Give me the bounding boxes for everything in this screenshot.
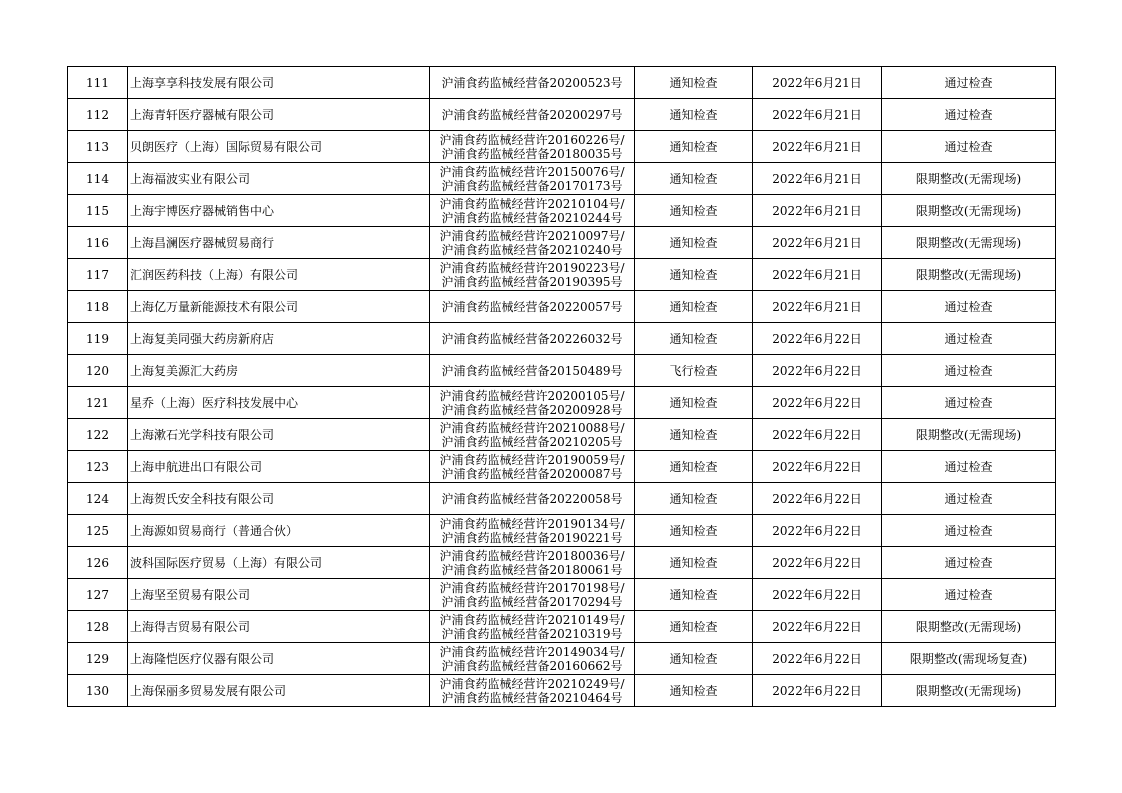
table-row <box>68 547 1056 579</box>
company-name-cell: 贝朗医疗（上海）国际贸易有限公司 <box>128 131 430 163</box>
license-number-line: 沪浦食药监械经营备20170294号 <box>441 594 623 609</box>
license-number-line: 沪浦食药监械经营许20160226号/ <box>439 132 625 147</box>
license-number-cell <box>430 643 635 675</box>
inspection-type-cell: 通知检查 <box>635 547 753 579</box>
table-row <box>68 163 1056 195</box>
license-number-cell <box>430 195 635 227</box>
company-name-cell: 波科国际医疗贸易（上海）有限公司 <box>128 547 430 579</box>
inspection-result-cell: 限期整改(无需现场) <box>882 163 1056 195</box>
inspection-type-cell: 通知检查 <box>635 579 753 611</box>
inspection-result-cell: 限期整改(无需现场) <box>882 227 1056 259</box>
inspection-result-cell: 限期整改(无需现场) <box>882 195 1056 227</box>
table-body <box>68 67 1056 707</box>
table-row <box>68 483 1056 515</box>
row-number-cell: 128 <box>68 611 128 643</box>
inspection-result-cell: 通过检查 <box>882 291 1056 323</box>
company-name-cell: 上海申航进出口有限公司 <box>128 451 430 483</box>
license-number-cell <box>430 579 635 611</box>
table-row <box>68 131 1056 163</box>
table-row <box>68 451 1056 483</box>
table-row <box>68 611 1056 643</box>
inspection-type-cell: 通知检查 <box>635 323 753 355</box>
row-number-cell: 113 <box>68 131 128 163</box>
inspection-results-table <box>67 66 1056 707</box>
company-name-cell: 上海福波实业有限公司 <box>128 163 430 195</box>
inspection-date-cell: 2022年6月22日 <box>753 387 882 419</box>
inspection-date-cell: 2022年6月22日 <box>753 643 882 675</box>
row-number-cell: 125 <box>68 515 128 547</box>
license-number-line: 沪浦食药监械经营备20180035号 <box>441 146 623 161</box>
inspection-result-cell: 限期整改(无需现场) <box>882 419 1056 451</box>
license-number-line: 沪浦食药监械经营备20160662号 <box>441 658 623 673</box>
license-number-line: 沪浦食药监械经营许20190223号/ <box>439 260 625 275</box>
row-number-cell: 111 <box>68 67 128 99</box>
inspection-date-cell: 2022年6月21日 <box>753 131 882 163</box>
license-number-line: 沪浦食药监械经营许20210149号/ <box>439 612 625 627</box>
inspection-date-cell: 2022年6月22日 <box>753 419 882 451</box>
inspection-type-cell: 通知检查 <box>635 483 753 515</box>
license-number-cell <box>430 67 635 99</box>
row-number-cell: 124 <box>68 483 128 515</box>
license-number-cell <box>430 355 635 387</box>
row-number-cell: 121 <box>68 387 128 419</box>
row-number-cell: 123 <box>68 451 128 483</box>
inspection-result-cell: 通过检查 <box>882 323 1056 355</box>
row-number-cell: 119 <box>68 323 128 355</box>
company-name-cell: 星乔（上海）医疗科技发展中心 <box>128 387 430 419</box>
license-number-cell <box>430 547 635 579</box>
inspection-date-cell: 2022年6月21日 <box>753 99 882 131</box>
inspection-type-cell: 通知检查 <box>635 451 753 483</box>
license-number-cell <box>430 291 635 323</box>
company-name-cell: 汇润医药科技（上海）有限公司 <box>128 259 430 291</box>
table-row <box>68 579 1056 611</box>
license-number-line: 沪浦食药监械经营备20226032号 <box>441 331 623 346</box>
license-number-cell <box>430 483 635 515</box>
inspection-result-cell: 通过检查 <box>882 515 1056 547</box>
license-number-line: 沪浦食药监械经营备20190221号 <box>441 530 623 545</box>
license-number-line: 沪浦食药监械经营许20180036号/ <box>439 548 625 563</box>
table-row <box>68 419 1056 451</box>
inspection-type-cell: 通知检查 <box>635 291 753 323</box>
license-number-line: 沪浦食药监械经营备20210464号 <box>441 690 623 705</box>
company-name-cell: 上海保丽多贸易发展有限公司 <box>128 675 430 707</box>
inspection-type-cell: 通知检查 <box>635 99 753 131</box>
table-row <box>68 259 1056 291</box>
row-number-cell: 117 <box>68 259 128 291</box>
inspection-type-cell: 通知检查 <box>635 131 753 163</box>
inspection-result-cell: 通过检查 <box>882 131 1056 163</box>
row-number-cell: 122 <box>68 419 128 451</box>
inspection-result-cell: 限期整改(无需现场) <box>882 259 1056 291</box>
inspection-date-cell: 2022年6月21日 <box>753 291 882 323</box>
inspection-date-cell: 2022年6月22日 <box>753 483 882 515</box>
table-row <box>68 643 1056 675</box>
company-name-cell: 上海享享科技发展有限公司 <box>128 67 430 99</box>
inspection-date-cell: 2022年6月22日 <box>753 675 882 707</box>
license-number-line: 沪浦食药监械经营许20210088号/ <box>439 420 625 435</box>
inspection-type-cell: 通知检查 <box>635 515 753 547</box>
company-name-cell: 上海复美源汇大药房 <box>128 355 430 387</box>
company-name-cell: 上海隆恺医疗仪器有限公司 <box>128 643 430 675</box>
inspection-type-cell: 通知检查 <box>635 195 753 227</box>
inspection-result-cell: 限期整改(需现场复查) <box>882 643 1056 675</box>
row-number-cell: 130 <box>68 675 128 707</box>
table-row <box>68 67 1056 99</box>
license-number-line: 沪浦食药监械经营备20210244号 <box>441 210 623 225</box>
inspection-date-cell: 2022年6月21日 <box>753 259 882 291</box>
row-number-cell: 118 <box>68 291 128 323</box>
company-name-cell: 上海坚至贸易有限公司 <box>128 579 430 611</box>
inspection-result-cell: 通过检查 <box>882 67 1056 99</box>
table-row <box>68 227 1056 259</box>
row-number-cell: 127 <box>68 579 128 611</box>
license-number-cell <box>430 611 635 643</box>
inspection-type-cell: 通知检查 <box>635 67 753 99</box>
inspection-result-cell: 通过检查 <box>882 451 1056 483</box>
row-number-cell: 126 <box>68 547 128 579</box>
license-number-cell <box>430 387 635 419</box>
license-number-line: 沪浦食药监械经营备20210205号 <box>441 434 623 449</box>
row-number-cell: 115 <box>68 195 128 227</box>
inspection-date-cell: 2022年6月22日 <box>753 579 882 611</box>
inspection-type-cell: 通知检查 <box>635 163 753 195</box>
license-number-cell <box>430 419 635 451</box>
inspection-date-cell: 2022年6月21日 <box>753 227 882 259</box>
license-number-line: 沪浦食药监械经营许20190059号/ <box>439 452 625 467</box>
table-row <box>68 195 1056 227</box>
inspection-date-cell: 2022年6月22日 <box>753 547 882 579</box>
license-number-line: 沪浦食药监械经营许20149034号/ <box>439 644 625 659</box>
inspection-type-cell: 通知检查 <box>635 675 753 707</box>
inspection-result-cell: 通过检查 <box>882 547 1056 579</box>
license-number-cell <box>430 259 635 291</box>
table-row <box>68 355 1056 387</box>
license-number-cell <box>430 131 635 163</box>
table-row <box>68 291 1056 323</box>
license-number-line: 沪浦食药监械经营备20150489号 <box>441 363 623 378</box>
company-name-cell: 上海贺氏安全科技有限公司 <box>128 483 430 515</box>
inspection-date-cell: 2022年6月22日 <box>753 323 882 355</box>
company-name-cell: 上海宇博医疗器械销售中心 <box>128 195 430 227</box>
license-number-line: 沪浦食药监械经营许20210104号/ <box>439 196 625 211</box>
inspection-date-cell: 2022年6月21日 <box>753 163 882 195</box>
license-number-line: 沪浦食药监械经营备20200523号 <box>441 75 623 90</box>
inspection-type-cell: 通知检查 <box>635 611 753 643</box>
license-number-line: 沪浦食药监械经营备20210240号 <box>441 242 623 257</box>
inspection-date-cell: 2022年6月22日 <box>753 611 882 643</box>
row-number-cell: 114 <box>68 163 128 195</box>
company-name-cell: 上海青轩医疗器械有限公司 <box>128 99 430 131</box>
license-number-cell <box>430 227 635 259</box>
license-number-line: 沪浦食药监械经营备20220058号 <box>441 491 623 506</box>
license-number-line: 沪浦食药监械经营许20200105号/ <box>439 388 625 403</box>
inspection-date-cell: 2022年6月21日 <box>753 67 882 99</box>
license-number-line: 沪浦食药监械经营备20220057号 <box>441 299 623 314</box>
inspection-type-cell: 通知检查 <box>635 643 753 675</box>
table-row <box>68 387 1056 419</box>
table-row <box>68 675 1056 707</box>
inspection-type-cell: 通知检查 <box>635 227 753 259</box>
license-number-cell <box>430 451 635 483</box>
license-number-cell <box>430 99 635 131</box>
company-name-cell: 上海昌澜医疗器械贸易商行 <box>128 227 430 259</box>
inspection-type-cell: 通知检查 <box>635 387 753 419</box>
license-number-line: 沪浦食药监械经营备20190395号 <box>441 274 623 289</box>
inspection-type-cell: 通知检查 <box>635 419 753 451</box>
company-name-cell: 上海复美同强大药房新府店 <box>128 323 430 355</box>
inspection-result-cell: 通过检查 <box>882 99 1056 131</box>
company-name-cell: 上海漱石光学科技有限公司 <box>128 419 430 451</box>
license-number-line: 沪浦食药监械经营许20190134号/ <box>439 516 625 531</box>
inspection-result-cell: 限期整改(无需现场) <box>882 675 1056 707</box>
license-number-line: 沪浦食药监械经营备20180061号 <box>441 562 623 577</box>
row-number-cell: 120 <box>68 355 128 387</box>
license-number-line: 沪浦食药监械经营备20200928号 <box>441 402 623 417</box>
inspection-result-cell: 通过检查 <box>882 579 1056 611</box>
table-row <box>68 515 1056 547</box>
license-number-line: 沪浦食药监械经营许20210097号/ <box>439 228 625 243</box>
license-number-line: 沪浦食药监械经营备20210319号 <box>441 626 623 641</box>
inspection-type-cell: 通知检查 <box>635 259 753 291</box>
inspection-result-cell: 通过检查 <box>882 355 1056 387</box>
inspection-date-cell: 2022年6月22日 <box>753 515 882 547</box>
license-number-cell <box>430 675 635 707</box>
company-name-cell: 上海亿万量新能源技术有限公司 <box>128 291 430 323</box>
inspection-type-cell: 飞行检查 <box>635 355 753 387</box>
inspection-result-cell: 通过检查 <box>882 483 1056 515</box>
row-number-cell: 129 <box>68 643 128 675</box>
inspection-date-cell: 2022年6月21日 <box>753 195 882 227</box>
table-row <box>68 99 1056 131</box>
license-number-line: 沪浦食药监械经营许20150076号/ <box>439 164 625 179</box>
license-number-line: 沪浦食药监械经营备20200297号 <box>441 107 623 122</box>
inspection-date-cell: 2022年6月22日 <box>753 355 882 387</box>
row-number-cell: 112 <box>68 99 128 131</box>
license-number-line: 沪浦食药监械经营备20200087号 <box>441 466 623 481</box>
license-number-cell <box>430 163 635 195</box>
inspection-result-cell: 通过检查 <box>882 387 1056 419</box>
row-number-cell: 116 <box>68 227 128 259</box>
license-number-cell <box>430 323 635 355</box>
table-row <box>68 323 1056 355</box>
company-name-cell: 上海得吉贸易有限公司 <box>128 611 430 643</box>
license-number-cell <box>430 515 635 547</box>
inspection-result-cell: 限期整改(无需现场) <box>882 611 1056 643</box>
license-number-line: 沪浦食药监械经营许20170198号/ <box>439 580 625 595</box>
license-number-line: 沪浦食药监械经营许20210249号/ <box>439 676 625 691</box>
license-number-line: 沪浦食药监械经营备20170173号 <box>441 178 623 193</box>
inspection-date-cell: 2022年6月22日 <box>753 451 882 483</box>
company-name-cell: 上海源如贸易商行（普通合伙） <box>128 515 430 547</box>
